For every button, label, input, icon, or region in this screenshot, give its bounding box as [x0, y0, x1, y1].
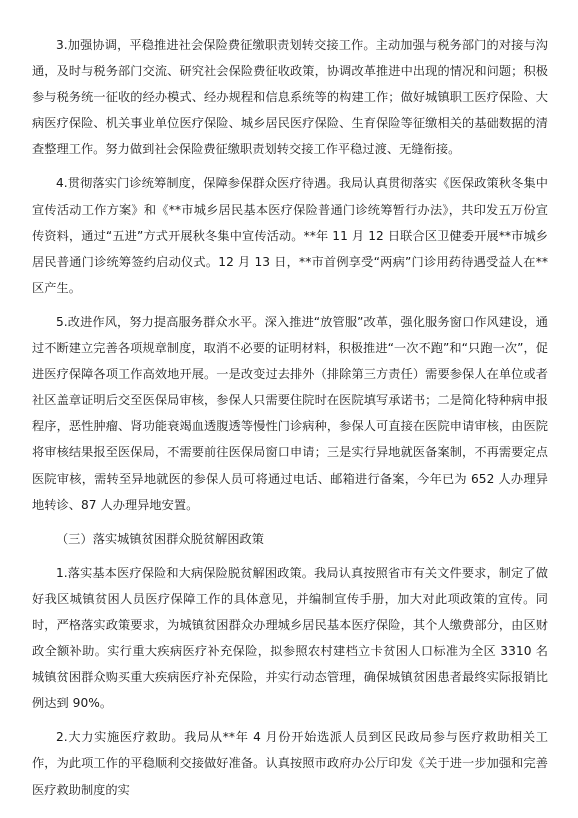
paragraph-coordination: 3.加强协调，平稳推进社会保险费征缴职责划转交接工作。主动加强与税务部门的对接与沟通，及时与税务部门交流、研究社会保险费征收政策，协调改革推进中出现的情况和问题；积极参与税务统一征收的经办模式、经办规程和信息系统等的构建工作；做好城镇职工医疗保险、大病医疗保险、机关事业单位医疗保险、城乡居民医疗保险、生育保险等征缴相关的基础数据的清查整理工作。努力做到社会保险费征缴职责划转交接工作平稳过渡、无缝衔接。 — [32, 38, 548, 157]
paragraph-poverty-insurance: 1.落实基本医疗保险和大病保险脱贫解困政策。我局认真按照省市有关文件要求，制定了做好我区城镇贫困人员医疗保障工作的具体意见，并编制宣传手册，加大对此项政策的宣传。同时，严格落实政策要求，为城镇贫困群众办理城乡居民基本医疗保险，其个人缴费部分，由区财政全额补助。实行重大疾病医疗补充保险，拟参照农村建档立卡贫困人口标准为全区 3310 名城镇贫困群众购买重大疾病医疗补充保险，并实行动态管理，确保城镇贫困患者最终实际报销比例达到 90%。 — [32, 565, 548, 711]
paragraph-medical-aid: 2.大力实施医疗救助。我局从**年 4 月份开始选派人员到区民政局参与医疗救助相关工作，为此项工作的平稳顺利交接做好准备。认真按照市政府办公厅印发《关于进一步加强和完善医疗救助制度的实 — [32, 730, 548, 797]
section-heading: （三）落实城镇贫困群众脱贫解困政策 — [56, 531, 265, 546]
paragraph-outpatient: 4.贯彻落实门诊统筹制度，保障参保群众医疗待遇。我局认真贯彻落实《医保政策秋冬集中宣传活动工作方案》和《**市城乡居民基本医疗保险普通门诊统筹暂行办法》，共印发五万份宣传资料，通过“五进”方式开展秋冬集中宣传活动。**年 11 月 12 日联合区卫健委开展**市城乡居民普通门诊统筹签约启动仪式。12 月 13 日，**市首例享受“两病”门诊用药待遇受益人在**区产生。 — [32, 176, 548, 295]
paragraph-service-style: 5.改进作风，努力提高服务群众水平。深入推进“放管服”改革，强化服务窗口作风建设，通过不断建立完善各项规章制度，取消不必要的证明材料，积极推进“一次不跑”和“只跑一次”，促进医疗保障各项工作高效地开展。一是改变过去排外（排除第三方责任）需要参保人在单位或者社区盖章证明后交至医保局审核，参保人只需要住院时在医院填写承诺书；二是简化特种病申报程序，恶性肿瘤、肾功能衰竭血透腹透等慢性门诊病种，参保人可直接在医院申请审核，由医院将审核结果报至医保局，不需要前往医保局窗口申请；三是实行异地就医备案制，不再需要定点医院审核，需转至异地就医的参保人员可将通过电话、邮箱进行备案，今年已为 652 人办理异地转诊、87 人办理异地安置。 — [32, 314, 548, 512]
